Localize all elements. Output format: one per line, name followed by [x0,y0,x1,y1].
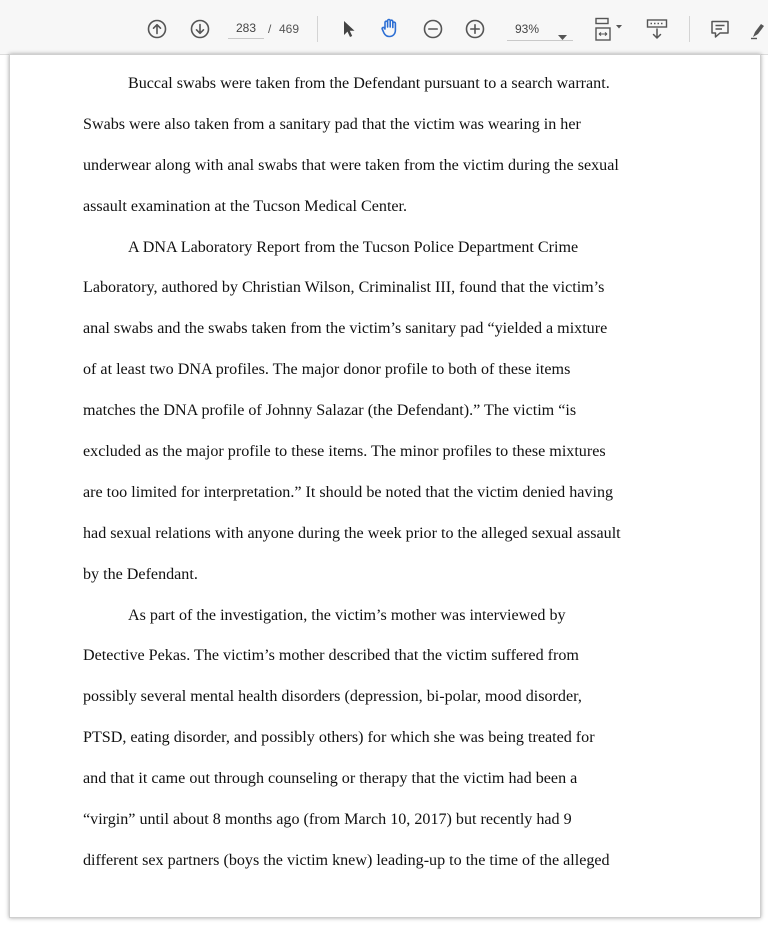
text-line: of at least two DNA profiles. The major donor profile to both of these items [83,361,571,379]
chevron-down-icon [558,27,567,45]
page-number-input[interactable] [228,17,264,39]
cursor-arrow-icon[interactable] [337,17,361,41]
toolbar-divider [317,16,318,42]
text-line: anal swabs and the swabs taken from the victim’s sanitary pad “yielded a mixture [83,320,608,338]
viewer-toolbar [0,0,768,55]
text-line: A DNA Laboratory Report from the Tucson Police Department Crime [128,238,579,256]
toolbar-divider [689,16,690,42]
comment-icon[interactable] [707,17,733,41]
text-line: assault examination at the Tucson Medical Center. [83,197,408,215]
document-body [83,70,683,888]
zoom-value: 93% [515,22,540,36]
text-line: underwear along with anal swabs that were taken from the victim during the sexual [83,156,619,174]
scroll-mode-icon[interactable] [643,15,671,43]
text-line: Buccal swabs were taken from the Defendant pursuant to a search warrant. [128,75,610,92]
text-line: Detective Pekas. The victim’s mother described that the victim suffered from [83,647,579,665]
zoom-underline [507,40,573,41]
text-line: possibly several mental health disorders (depression, bi-polar, mood disorder, [83,688,582,706]
text-line: “virgin” until about 8 months ago (from March 10, 2017) but recently had 9 [83,811,572,829]
text-line: by the Defendant. [83,565,198,583]
document-page [9,54,761,918]
text-line: As part of the investigation, the victim’s mother was interviewed by [128,606,566,624]
text-line: and that it came out through counseling or therapy that the victim had been a [83,770,578,788]
minus-circle-icon[interactable] [421,17,445,41]
text-line: Swabs were also taken from a sanitary pad that the victim was wearing in her [83,115,581,133]
arrow-down-circle-icon[interactable] [188,17,212,41]
zoom-select[interactable] [503,17,575,41]
text-line: different sex partners (boys the victim knew) leading-up to the time of the alleged [83,851,610,869]
pen-icon[interactable] [748,19,768,41]
hand-icon[interactable] [377,15,403,41]
text-line: matches the DNA profile of Johnny Salazar (the Defendant).” The victim “is [83,402,577,420]
text-line: Laboratory, authored by Christian Wilson, Criminalist III, found that the victim’s [83,279,605,297]
arrow-up-circle-icon[interactable] [145,17,169,41]
text-line: had sexual relations with anyone during the week prior to the alleged sexual assault [83,524,621,542]
text-line: excluded as the major profile to these items. The minor profiles to these mixtures [83,443,606,461]
total-pages: 469 [279,22,300,36]
plus-circle-icon[interactable] [463,17,487,41]
fit-page-icon[interactable] [590,15,628,43]
text-line: PTSD, eating disorder, and possibly others) for which she was being treated for [83,729,595,747]
page-separator: / [268,22,272,36]
text-line: are too limited for interpretation.” It should be noted that the victim denied having [83,483,614,501]
